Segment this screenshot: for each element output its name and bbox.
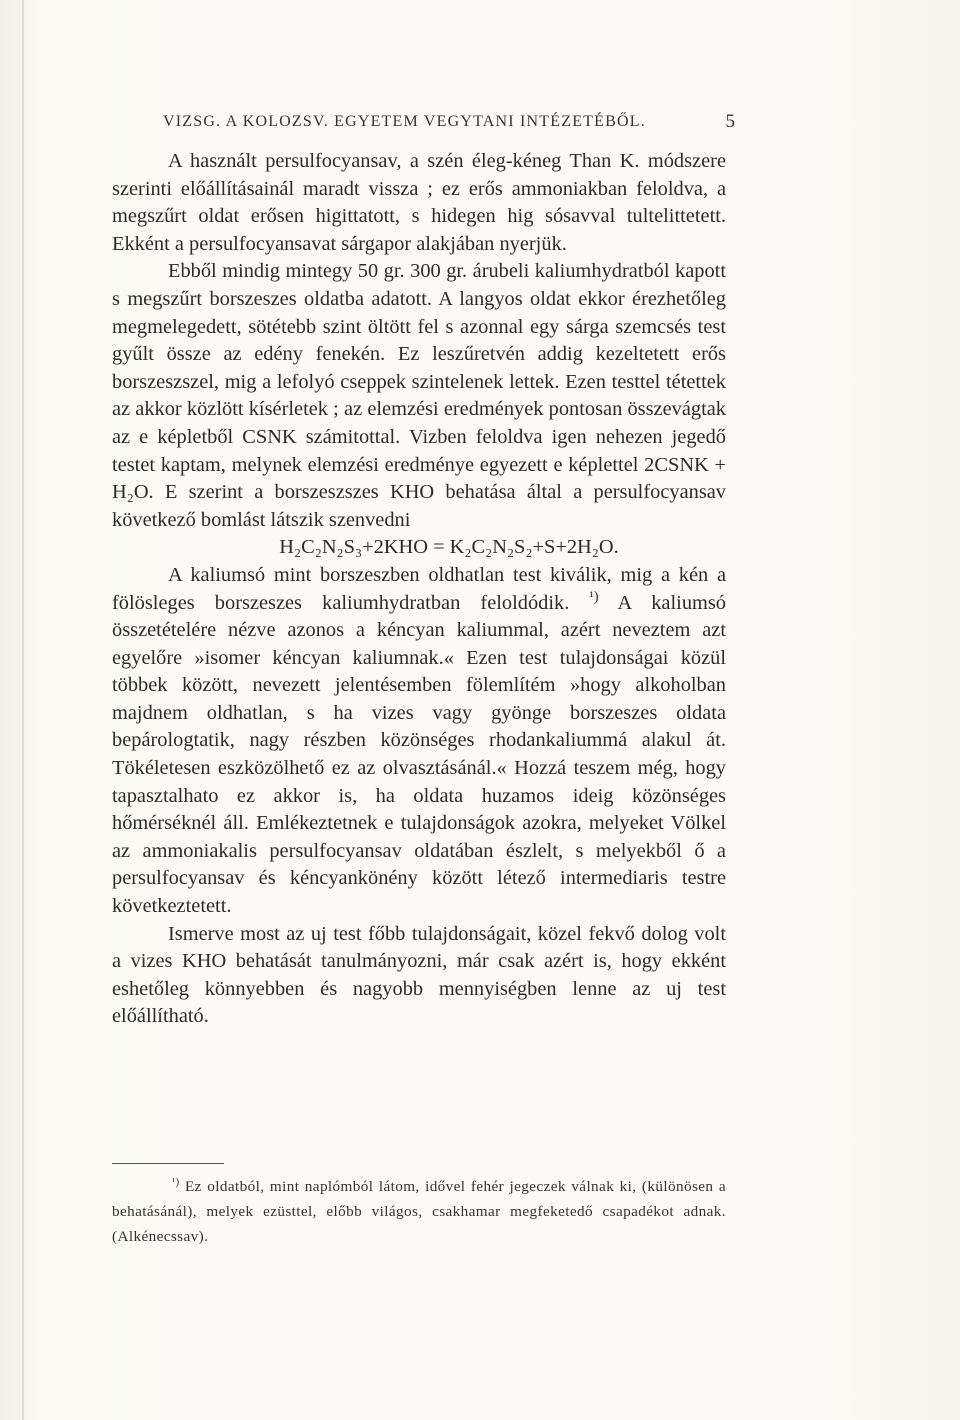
paragraph-3-part-a: A kaliumsó mint borszeszben oldhatlan test kiválik, mig a kén a fölösleges borszeszes kaliumhydratban feloldódik. bbox=[112, 563, 726, 614]
page-edge bbox=[22, 0, 24, 1420]
footnote-marker: ¹) bbox=[172, 1176, 180, 1188]
footnote bbox=[112, 1174, 726, 1249]
footnote-divider bbox=[112, 1163, 224, 1164]
paragraph-2: Ebből mindig mintegy 50 gr. 300 gr. árubeli kaliumhydratból kapott s megszűrt borszeszes oldatba adatott. A langyos oldat ekkor érezhetőleg megmelegedett, sötétebb szint öltött fel s azonnal egy sárga szemcsés test gyűlt össze az edény fenekén. Ez leszűretvén addig kezeltetett erős borszeszszel, mig a lefolyó cseppek szintelenek lettek. Ezen testtel tétettek az akkor közlött kísérletek ; az elemzési eredmények pontosan összevágtak az e képletből CSNK számitottal. Vizben feloldva igen nehezen jegedő testet kaptam, melynek elemzési eredménye egyezett e képlettel 2CSNK + H₂O. E szerint a borszeszszes KHO behatása által a persulfocyansav következő bomlást látszik szenvedni bbox=[112, 260, 726, 531]
running-header bbox=[163, 111, 735, 132]
paragraph-4: Ismerve most az uj test főbb tulajdonságait, közel fekvő dolog volt a vizes KHO behatását tanulmányozni, már csak azért is, hogy ekként eshetőleg könnyebben és nagyobb mennyiségben lenne az uj test előállítható. bbox=[112, 922, 726, 1028]
running-title: VIZSG. A KOLOZSV. EGYETEM VEGYTANI INTÉZETÉBŐL. bbox=[163, 113, 646, 130]
body-text bbox=[112, 148, 726, 1031]
paragraph-3-part-b: A kaliumsó összetételére nézve azonos a kéncyan kaliummal, azért neveztem azt egyelőre »isomer kéncyan kaliumnak.« Ezen test tulajdonságai közül többek között, nevezett jelentésemben fölemlítém »hogy alkoholban majdnem oldhatlan, s ha vizes vagy gyönge borszeszes oldata bepárologtatik, nagy részben közönséges rhodankaliummá alakul át. Tökéletesen eszközölhető ez az olvasztásánál.« Hozzá teszem még, hogy tapasztalhato ez akkor is, ha oldata huzamos ideig közönséges hőmérséknél áll. Emlékeztetnek e tulajdonságok azokra, melyeket Völkel az ammoniakalis persulfocyansav oldatában észlelt, s melyekből ő a persulfocyansav és kéncyankönény között létező intermediaris testre következtetett. bbox=[112, 591, 727, 918]
paragraph-1: A használt persulfocyansav, a szén éleg-kéneg Than K. módszere szerinti előállításainál maradt vissza ; ez erős ammoniakban feloldva, a megszűrt oldat erősen higittatott, s hidegen hig sósavval tultelittetett. Ekként a persulfocyansavat sárgapor alakjában nyerjük. bbox=[112, 150, 726, 255]
chemical-formula: H₂C₂N₂S₃+2KHO = K₂C₂N₂S₂+S+2H₂O. bbox=[279, 536, 619, 559]
paragraph-3 bbox=[112, 562, 726, 921]
footnote-text: Ez oldatból, mint naplómból látom, idővel fehér jegeczek válnak ki, (különösen a behatásánál), melyek ezüsttel, előbb világos, csakhamar megfeketedő csapadékot adnak. (Alkénecssav). bbox=[112, 1178, 727, 1245]
footnote-reference: ¹) bbox=[589, 588, 599, 605]
page-number: 5 bbox=[725, 111, 735, 132]
